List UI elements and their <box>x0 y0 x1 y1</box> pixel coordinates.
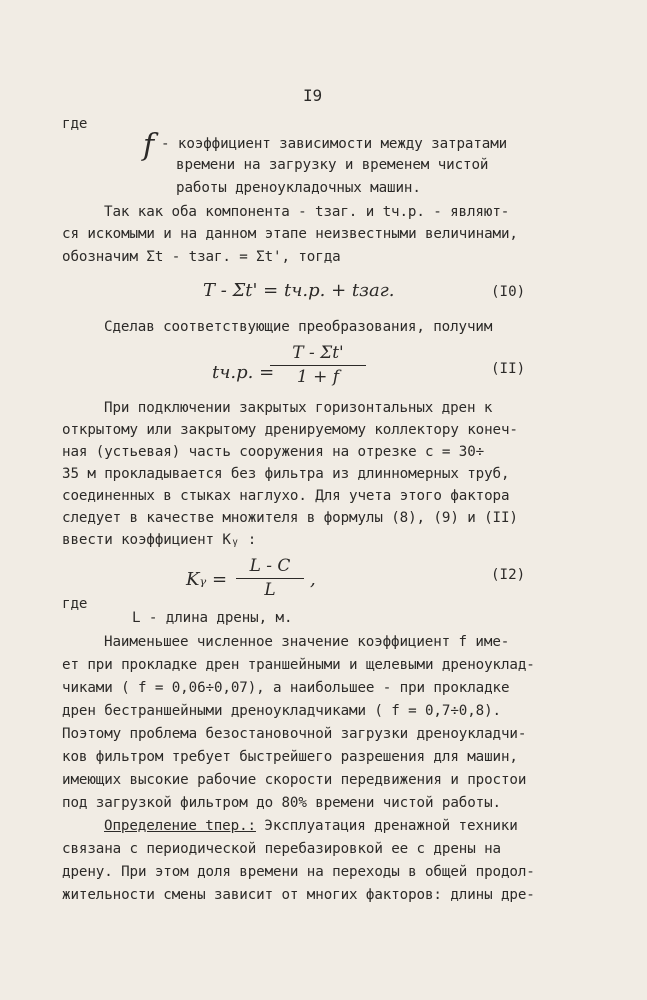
text-line: жительности смены зависит от многих факторов: длины дре- <box>62 887 535 903</box>
text-line: имеющих высокие рабочие скорости передвижения и простои <box>62 772 527 788</box>
text-line: ная (устьевая) часть сооружения на отрезке c = 30÷ <box>62 444 485 460</box>
text-line: обозначим Σt - tзаг. = Σt', тогда <box>62 249 341 265</box>
text-line: Сделав соответствующие преобразования, получим <box>104 319 493 335</box>
text-line: ков фильтром требует быстрейшего разрешения для машин, <box>62 749 518 765</box>
equation-11-lhs: tч.р. = <box>212 362 275 383</box>
equation-number: (I0) <box>491 284 526 300</box>
text-line: Поэтому проблема безостановочной загрузки дреноукладчи- <box>62 726 527 742</box>
text-line: работы дреноукладочных машин. <box>176 180 421 196</box>
text-line: открытому или закрытому дренируемому коллектору конеч- <box>62 422 518 438</box>
text-line: ет при прокладке дрен траншейными и щелевыми дреноуклад- <box>62 657 535 673</box>
text-line: Наименьшее численное значение коэффициент f име- <box>104 634 510 650</box>
text-line: ввести коэффициент Kᵧ : <box>62 532 257 548</box>
page-number: I9 <box>303 86 323 105</box>
text-line: связана с периодической перебазировкой ее с дрены на <box>62 841 501 857</box>
text-line: следует в качестве множителя в формулы (8), (9) и (II) <box>62 510 518 526</box>
text-line: дрену. При этом доля времени на переходы в общей продол- <box>62 864 535 880</box>
fraction-denominator: 1 + f <box>296 367 340 387</box>
text-line: ся искомыми и на данном этапе неизвестными величинами, <box>62 226 518 242</box>
text-line: Так как оба компонента - tзаг. и tч.р. - являют- <box>104 204 510 220</box>
equation-12-tail: , <box>310 569 316 590</box>
text-line: времени на загрузку и временем чистой <box>176 157 489 173</box>
text-line: L - длина дрены, м. <box>132 610 293 626</box>
text-line: дрен бестраншейными дреноукладчиками ( f = 0,7÷0,8). <box>62 703 501 719</box>
equation-12-fraction <box>236 556 304 600</box>
text-line: При подключении закрытых горизонтальных дрен к <box>104 400 493 416</box>
text-line: под загрузкой фильтром до 80% времени чистой работы. <box>62 795 501 811</box>
text-line: где <box>62 116 88 132</box>
text-line: где <box>62 596 88 612</box>
fraction-numerator: L - C <box>236 556 304 579</box>
equation-10: T - Σt' = tч.р. + tзаг. <box>203 280 395 301</box>
definition-label: Определение tпер.: <box>104 818 256 834</box>
fraction-denominator: L <box>264 580 276 600</box>
equation-number: (I2) <box>491 567 526 583</box>
text-line <box>104 818 518 834</box>
definition-text: Эксплуатация дренажной техники <box>255 818 518 834</box>
text-line: - коэффициент зависимости между затратами <box>161 136 508 152</box>
equation-number: (II) <box>491 361 526 377</box>
formula-symbol: f <box>143 128 155 163</box>
equation-11-fraction <box>270 343 366 387</box>
text-line: чиками ( f = 0,06÷0,07), а наибольшее - при прокладке <box>62 680 510 696</box>
text-line: 35 м прокладывается без фильтра из длинномерных труб, <box>62 466 510 482</box>
equation-12-lhs: Kᵧ = <box>186 569 228 590</box>
fraction-numerator: T - Σt' <box>270 343 366 366</box>
text-line: соединенных в стыках наглухо. Для учета этого фактора <box>62 488 510 504</box>
